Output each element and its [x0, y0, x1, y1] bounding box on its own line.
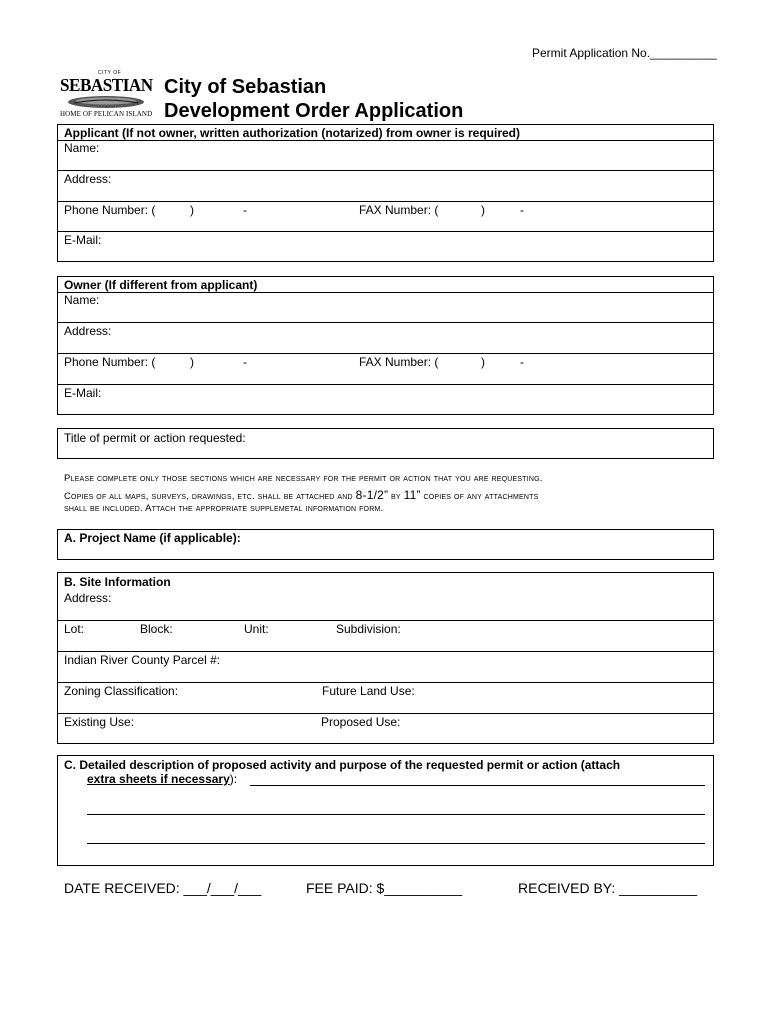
fee-paid-field[interactable]: FEE PAID: $__________ [306, 880, 463, 896]
date-received-field[interactable]: DATE RECEIVED: ___/___/___ [64, 880, 262, 896]
owner-email-field[interactable]: E-Mail: [64, 386, 102, 400]
owner-section [57, 276, 714, 415]
city-logo [60, 70, 152, 120]
applicant-phone-field[interactable]: Phone Number: ( [64, 203, 156, 217]
divider [58, 322, 713, 323]
owner-heading: Owner (If different from applicant) [64, 278, 258, 292]
description-heading-cont [87, 772, 237, 786]
description-line-1[interactable] [250, 785, 705, 786]
instructions-text: by [388, 491, 404, 502]
received-by-field[interactable]: RECEIVED BY: __________ [518, 880, 698, 896]
site-unit-field[interactable]: Unit: [244, 622, 269, 636]
site-proposed-use-field[interactable]: Proposed Use: [321, 715, 401, 729]
applicant-heading: Applicant (If not owner, written authorization (notarized) from owner is required) [64, 126, 521, 140]
permit-application-number[interactable]: Permit Application No.__________ [532, 46, 717, 60]
divider [58, 170, 713, 171]
site-information-section [57, 572, 714, 744]
site-future-land-use-field[interactable]: Future Land Use: [322, 684, 415, 698]
page-title-city: City of Sebastian [164, 76, 327, 98]
site-information-heading: B. Site Information [64, 575, 171, 589]
divider [58, 201, 713, 202]
divider [58, 384, 713, 385]
owner-fax-dash: - [520, 355, 524, 369]
divider [58, 651, 713, 652]
description-section [57, 755, 714, 866]
divider [58, 140, 713, 141]
description-heading-underlined: extra sheets if necessary [87, 772, 230, 786]
site-zoning-field[interactable]: Zoning Classification: [64, 684, 179, 698]
divider [58, 353, 713, 354]
site-parcel-field[interactable]: Indian River County Parcel #: [64, 653, 221, 667]
divider [58, 682, 713, 683]
description-line-3[interactable] [87, 843, 705, 844]
owner-name-field[interactable]: Name: [64, 293, 100, 307]
project-name-section[interactable] [57, 529, 714, 560]
owner-phone-close: ) [190, 355, 194, 369]
owner-address-field[interactable]: Address: [64, 324, 112, 338]
description-heading-end: ): [229, 772, 238, 786]
site-block-field[interactable]: Block: [140, 622, 173, 636]
applicant-name-field[interactable]: Name: [64, 141, 100, 155]
project-name-field[interactable]: A. Project Name (if applicable): [64, 531, 241, 545]
instructions-line-1: Please complete only those sections which are necessary for the permit or action that you are requesting. [64, 473, 543, 484]
permit-title-field[interactable]: Title of permit or action requested: [64, 431, 246, 445]
pelican-emblem-icon [66, 95, 146, 109]
site-address-field[interactable]: Address: [64, 591, 112, 605]
applicant-address-field[interactable]: Address: [64, 172, 112, 186]
permit-title-section[interactable] [57, 428, 714, 459]
logo-tagline: HOME OF PELICAN ISLAND [60, 110, 153, 118]
applicant-fax-field[interactable]: FAX Number: ( [359, 203, 439, 217]
logo-name: SEBASTIAN [60, 75, 153, 95]
divider [58, 620, 713, 621]
divider [58, 292, 713, 293]
instructions-text: copies of any attachments [420, 491, 539, 502]
applicant-section [57, 124, 714, 262]
site-existing-use-field[interactable]: Existing Use: [64, 715, 135, 729]
page-title-form: Development Order Application [164, 100, 464, 122]
logo-city-of: CITY OF [98, 70, 122, 76]
owner-phone-dash: - [243, 355, 247, 369]
description-line-2[interactable] [87, 814, 705, 815]
instructions-size-a: 8-1/2” [355, 488, 389, 502]
owner-fax-field[interactable]: FAX Number: ( [359, 355, 439, 369]
instructions-line-2 [64, 488, 538, 502]
applicant-phone-dash: - [243, 203, 247, 217]
description-heading: C. Detailed description of proposed activity and purpose of the requested permit or action (attach [64, 758, 621, 772]
instructions-line-3: shall be included. Attach the appropriate supplemetal information form. [64, 503, 384, 514]
applicant-fax-dash: - [520, 203, 524, 217]
site-lot-field[interactable]: Lot: [64, 622, 85, 636]
applicant-email-field[interactable]: E-Mail: [64, 233, 102, 247]
site-subdivision-field[interactable]: Subdivision: [336, 622, 401, 636]
instructions-size-b: 11” [403, 488, 421, 502]
owner-phone-field[interactable]: Phone Number: ( [64, 355, 156, 369]
owner-fax-close: ) [481, 355, 485, 369]
divider [58, 713, 713, 714]
divider [58, 231, 713, 232]
applicant-fax-close: ) [481, 203, 485, 217]
applicant-phone-close: ) [190, 203, 194, 217]
instructions-text: Copies of all maps, surveys, drawings, etc. shall be attached and [64, 491, 356, 502]
